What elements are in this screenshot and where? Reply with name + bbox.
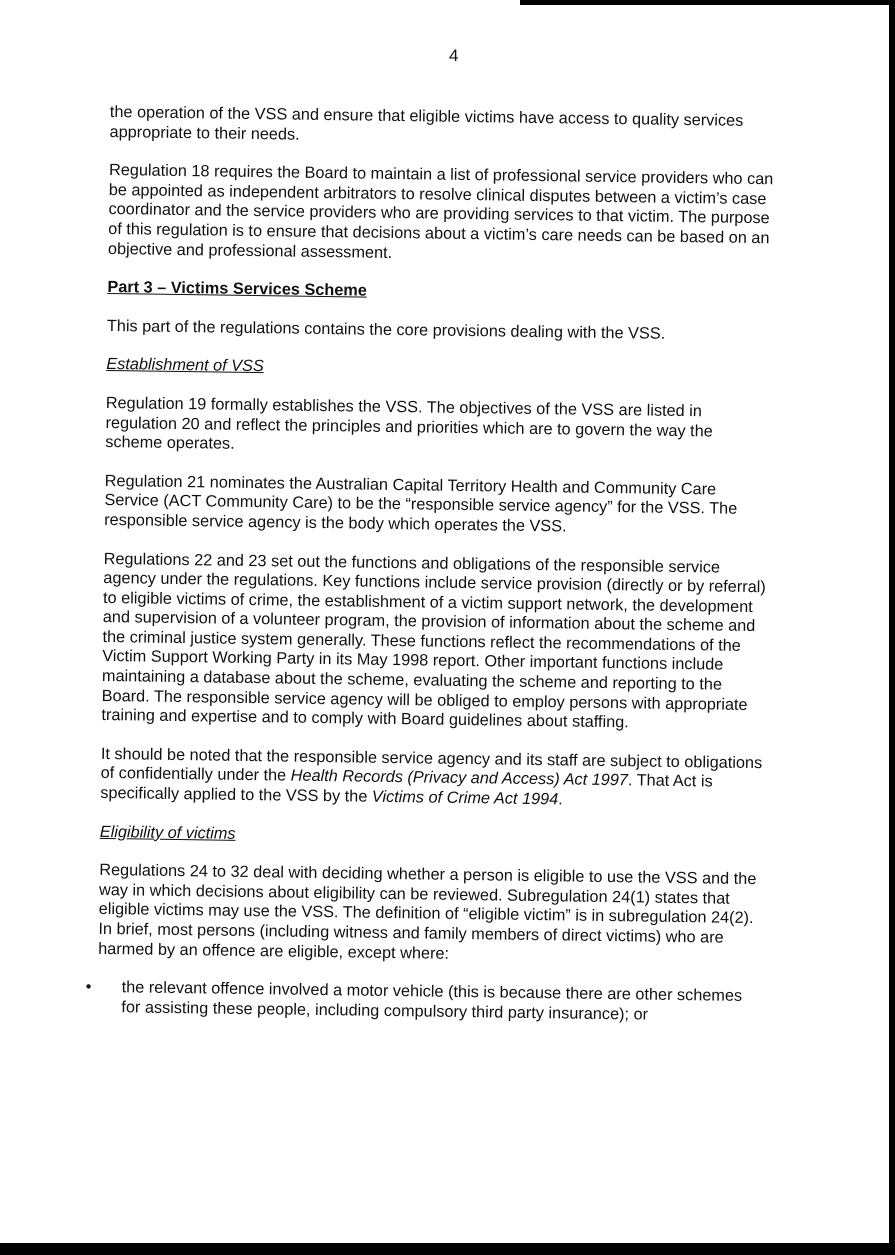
exception-list-item: • the relevant offence involved a motor vehicle (this is because there are other schemes for assisting these people, including compulsory third party insurance); or	[97, 978, 762, 1026]
scan-edge-right	[889, 0, 895, 1255]
page-number: 4	[449, 46, 459, 65]
paragraph-regulations-24-32: Regulations 24 to 32 deal with deciding whether a person is eligible to use the VSS and the way in which decisions about eligibility can be reviewed. Subregulation 24(1) states that eligible victims may use the VSS. The definition of “eligible victim” is in subregulation 24(2). In brief, most persons (including witness and family members of direct victims) who are harmed by an offence are eligible, except where:	[98, 861, 757, 963]
act-title-victims-of-crime: Victims of Crime Act 1994	[371, 787, 559, 809]
paragraph-part-3-intro: This part of the regulations contains the core provisions dealing with the VSS.	[106, 316, 666, 343]
paragraph-regulation-18: Regulation 18 requires the Board to maintain a list of professional service providers who can be appointed as independent arbitrators to resolve clinical disputes between a victim’s case coordinator and the service providers who are providing services to that victim. The purpose of this regulation is to ensure that decisions about a victim’s care needs can be based on an objective and professional assessment.	[107, 161, 774, 262]
paragraph-regulations-22-23: Regulations 22 and 23 set out the functions and obligations of the responsible service agency under the regulations. Key functions include service provision (directly or by referral) to eligible victims of crime, the establishment of a victim support network, the development and supervision of a volunteer program, the provision of information about the scheme and the criminal justice system generally. These functions reflect the recommendations of the Victim Support Working Party in its May 1998 report. Other important functions include maintaining a database about the scheme, evaluating the scheme and reporting to the Board. The responsible service agency will be obliged to employ persons with appropriate training and expertise and to comply with Board guidelines about staffing.	[101, 549, 766, 732]
confidentiality-text-1: It should be noted that the responsible service agency and its staff are subject to obligations of confidentially under the	[100, 744, 763, 786]
exception-list	[97, 978, 762, 1026]
subheading-eligibility: Eligibility of victims	[99, 822, 236, 843]
scan-edge-top	[520, 0, 895, 5]
document-body	[97, 103, 775, 1027]
paragraph-regulation-21: Regulation 21 nominates the Australian Capital Territory Health and Community Care Service (ACT Community Care) to be the “responsible service agency” for the VSS. The responsible service agency is the body which operates the VSS.	[104, 471, 738, 536]
scan-edge-bottom	[0, 1243, 895, 1255]
section-heading-part-3: Part 3 – Victims Services Scheme	[107, 278, 367, 300]
confidentiality-text-2: . That Act is specifically applied to the VSS by the	[100, 771, 713, 806]
paragraph-confidentiality	[100, 745, 766, 813]
act-title-health-records: Health Records (Privacy and Access) Act 1997	[290, 767, 629, 790]
paragraph-regulation-19: Regulation 19 formally establishes the VSS. The objectives of the VSS are listed in regulation 20 and reflect the principles and priorities which are to govern the way the scheme operates.	[105, 393, 713, 453]
confidentiality-text-3: .	[558, 790, 563, 809]
subheading-establishment: Establishment of VSS	[106, 355, 264, 376]
paragraph-vss-operation: the operation of the VSS and ensure that eligible victims have access to quality services appropriate to their needs.	[109, 103, 744, 144]
